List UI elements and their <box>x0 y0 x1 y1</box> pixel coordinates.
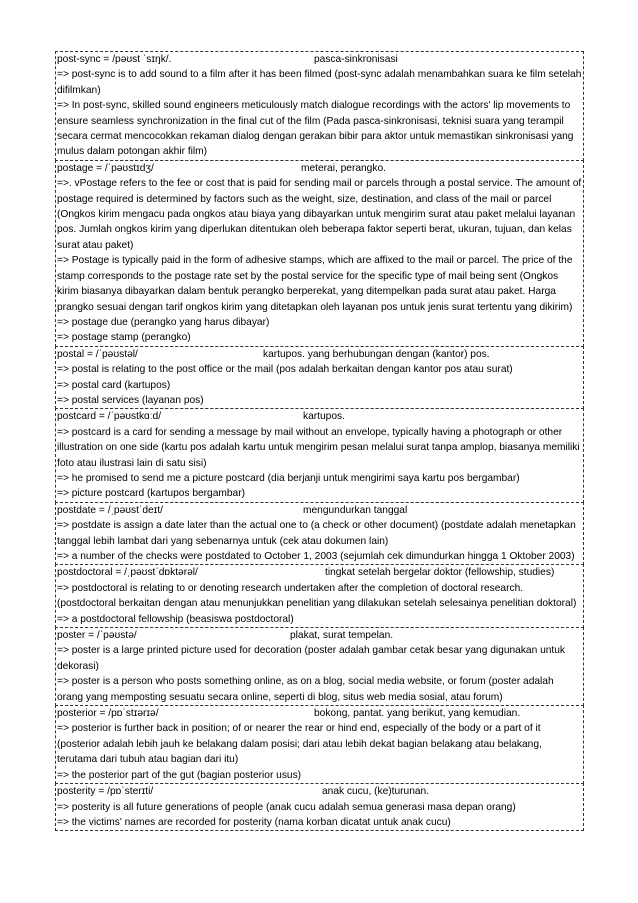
entry-line: => the victims' names are recorded for posterity (nama korban dicatat untuk anak cucu) <box>57 816 451 828</box>
entry-heading <box>57 628 582 643</box>
entry-postal <box>55 346 584 410</box>
entry-post-sync <box>55 51 584 161</box>
entry-line: => post-sync is to add sound to a film after it has been filmed (post-sync adalah menambahkan suara ke film setelah difilmkan) <box>57 69 582 96</box>
entry-postdate <box>55 502 584 566</box>
entry-meaning: mengundurkan tanggal <box>303 504 408 516</box>
entry-line: => a postdoctoral fellowship (beasiswa postdoctoral) <box>57 613 294 625</box>
entry-postage <box>55 160 584 347</box>
entry-line: => postage due (perangko yang harus dibayar) <box>57 316 270 328</box>
entry-term: posterior = /pɒˈstɪərɪə/ <box>57 708 159 720</box>
entry-meaning: plakat, surat tempelan. <box>290 630 394 642</box>
entry-meaning: tingkat setelah bergelar doktor (fellowship, studies) <box>325 567 555 579</box>
entry-heading <box>57 409 582 424</box>
entry-meaning: kartupos. yang berhubungan dengan (kantor) pos. <box>263 348 490 360</box>
entry-line: => poster is a person who posts something online, as on a blog, social media website, or forum (poster adalah orang yang memposting sesuatu secara online, seperti di blog, situs web media sosial, atau forum) <box>57 676 554 703</box>
entry-line: => postal is relating to the post office or the mail (pos adalah berkaitan dengan kantor pos atau surat) <box>57 364 513 376</box>
entry-line: => postdoctoral is relating to or denoting research undertaken after the completion of doctoral research. (postdoctoral berkaitan dengan atau menunjukkan penelitian yang dilakukan setelah selesainya penelitian doktoral) <box>57 582 577 610</box>
entry-line: => postal services (layanan pos) <box>57 394 204 406</box>
dictionary-page <box>55 52 584 831</box>
entry-postcard <box>55 408 584 502</box>
entry-heading <box>57 161 582 176</box>
entry-heading <box>57 503 582 518</box>
entry-heading <box>57 52 582 67</box>
entry-line: =>. vPostage refers to the fee or cost that is paid for sending mail or parcels through a postal service. The amount of postage required is determined by factors such as the weight, size, destination, and class of the mail or parcel (Ongkos kirim mengacu pada ongkos atau biaya yang dibayarkan untuk mengirim surat atau paket melalui layanan pos. Jumlah ongkos kirim yang diperlukan ditentukan oleh beberapa faktor seperti berat, ukuran, tujuan, dan kelas surat atau paket) <box>57 178 582 251</box>
entry-term: posterity = /pɒˈsterɪti/ <box>57 786 154 798</box>
entry-line: => he promised to send me a picture postcard (dia berjanji untuk mengirimi saya kartu pos bergambar) <box>57 472 520 484</box>
entry-posterity <box>55 783 584 831</box>
entry-heading <box>57 347 582 362</box>
entry-term: post-sync = /pəʊst ˈsɪŋk/. <box>57 54 172 65</box>
entry-term: postdate = /ˌpəʊstˈdeɪt/ <box>57 504 163 516</box>
entry-line: => posterior is further back in position; of or nearer the rear or hind end, especially of the body or a part of it (posterior adalah lebih jauh ke belakang dalam posisi; dari atau lebih dekat bagian belakang atau belakang, terutama dari tubuh atau bagian dari itu) <box>57 723 542 766</box>
entry-heading <box>57 706 582 721</box>
entry-postdoctoral <box>55 564 584 628</box>
entry-meaning: kartupos. <box>303 411 345 423</box>
entry-poster <box>55 627 584 706</box>
entry-term: postdoctoral = /ˌpəʊstˈdɒktərəl/ <box>57 567 198 579</box>
entry-line: => Postage is typically paid in the form of adhesive stamps, which are affixed to the mail or parcel. The price of the stamp corresponds to the postage rate set by the postal service for the specific type of mail being sent (Ongkos kirim biasanya dibayarkan dalam bentuk perangko berperekat, yang ditempelkan pada surat atau paket. Harga prangko sesuai dengan tarif ongkos kirim yang ditetapkan oleh layanan pos untuk jenis surat tertentu yang dikirim) <box>57 255 573 313</box>
entry-term: postal = /ˈpəʊstəl/ <box>57 348 138 360</box>
entry-line: => postage stamp (perangko) <box>57 332 191 344</box>
entry-term: poster = /ˈpəʊstə/ <box>57 630 137 642</box>
entry-line: => postdate is assign a date later than the actual one to (a check or other document) (postdate adalah menetapkan tanggal lebih lambat dari yang sebenarnya untuk (cek atau dokumen lain) <box>57 520 576 547</box>
entry-line: => postcard is a card for sending a message by mail without an envelope, typically having a photograph or other illustration on one side (kartu pos adalah kartu untuk mengirim pesan melalui surat tanpa amplop, biasanya memiliki foto atau ilustrasi lain di satu sisi) <box>57 426 580 469</box>
entry-heading <box>57 565 582 580</box>
entry-line: => postal card (kartupos) <box>57 379 171 391</box>
entry-line: => In post-sync, skilled sound engineers meticulously match dialogue recordings with the actors' lip movements to ensure seamless synchronization in the final cut of the film (Pada pasca-sinkronisasi, teknisi suara yang terampil secara cermat mencocokkan rekaman dialog dengan gerakan bibir para aktor untuk memastikan sinkronisasi yang mulus dalam potongan akhir film) <box>57 100 574 158</box>
entry-line: => posterity is all future generations of people (anak cucu adalah semua generasi masa depan orang) <box>57 801 516 813</box>
entry-heading <box>57 784 582 799</box>
entry-meaning: meterai, perangko. <box>301 162 386 174</box>
entry-line: => picture postcard (kartupos bergambar) <box>57 488 245 500</box>
entry-meaning: anak cucu, (ke)turunan. <box>322 786 430 798</box>
entry-line: => a number of the checks were postdated to October 1, 2003 (sejumlah cek dimundurkan hingga 1 Oktober 2003) <box>57 551 575 562</box>
entry-meaning: pasca-sinkronisasi <box>314 54 398 65</box>
entry-line: => poster is a large printed picture used for decoration (poster adalah gambar cetak besar yang digunakan untuk dekorasi) <box>57 645 565 672</box>
entry-line: => the posterior part of the gut (bagian posterior usus) <box>57 769 302 781</box>
entry-term: postcard = /ˈpəʊstkɑːd/ <box>57 411 162 423</box>
entry-term: postage = /ˈpəʊstɪdʒ/ <box>57 162 154 174</box>
entry-meaning: bokong, pantat. yang berikut, yang kemudian. <box>314 708 521 720</box>
entry-posterior <box>55 705 584 784</box>
